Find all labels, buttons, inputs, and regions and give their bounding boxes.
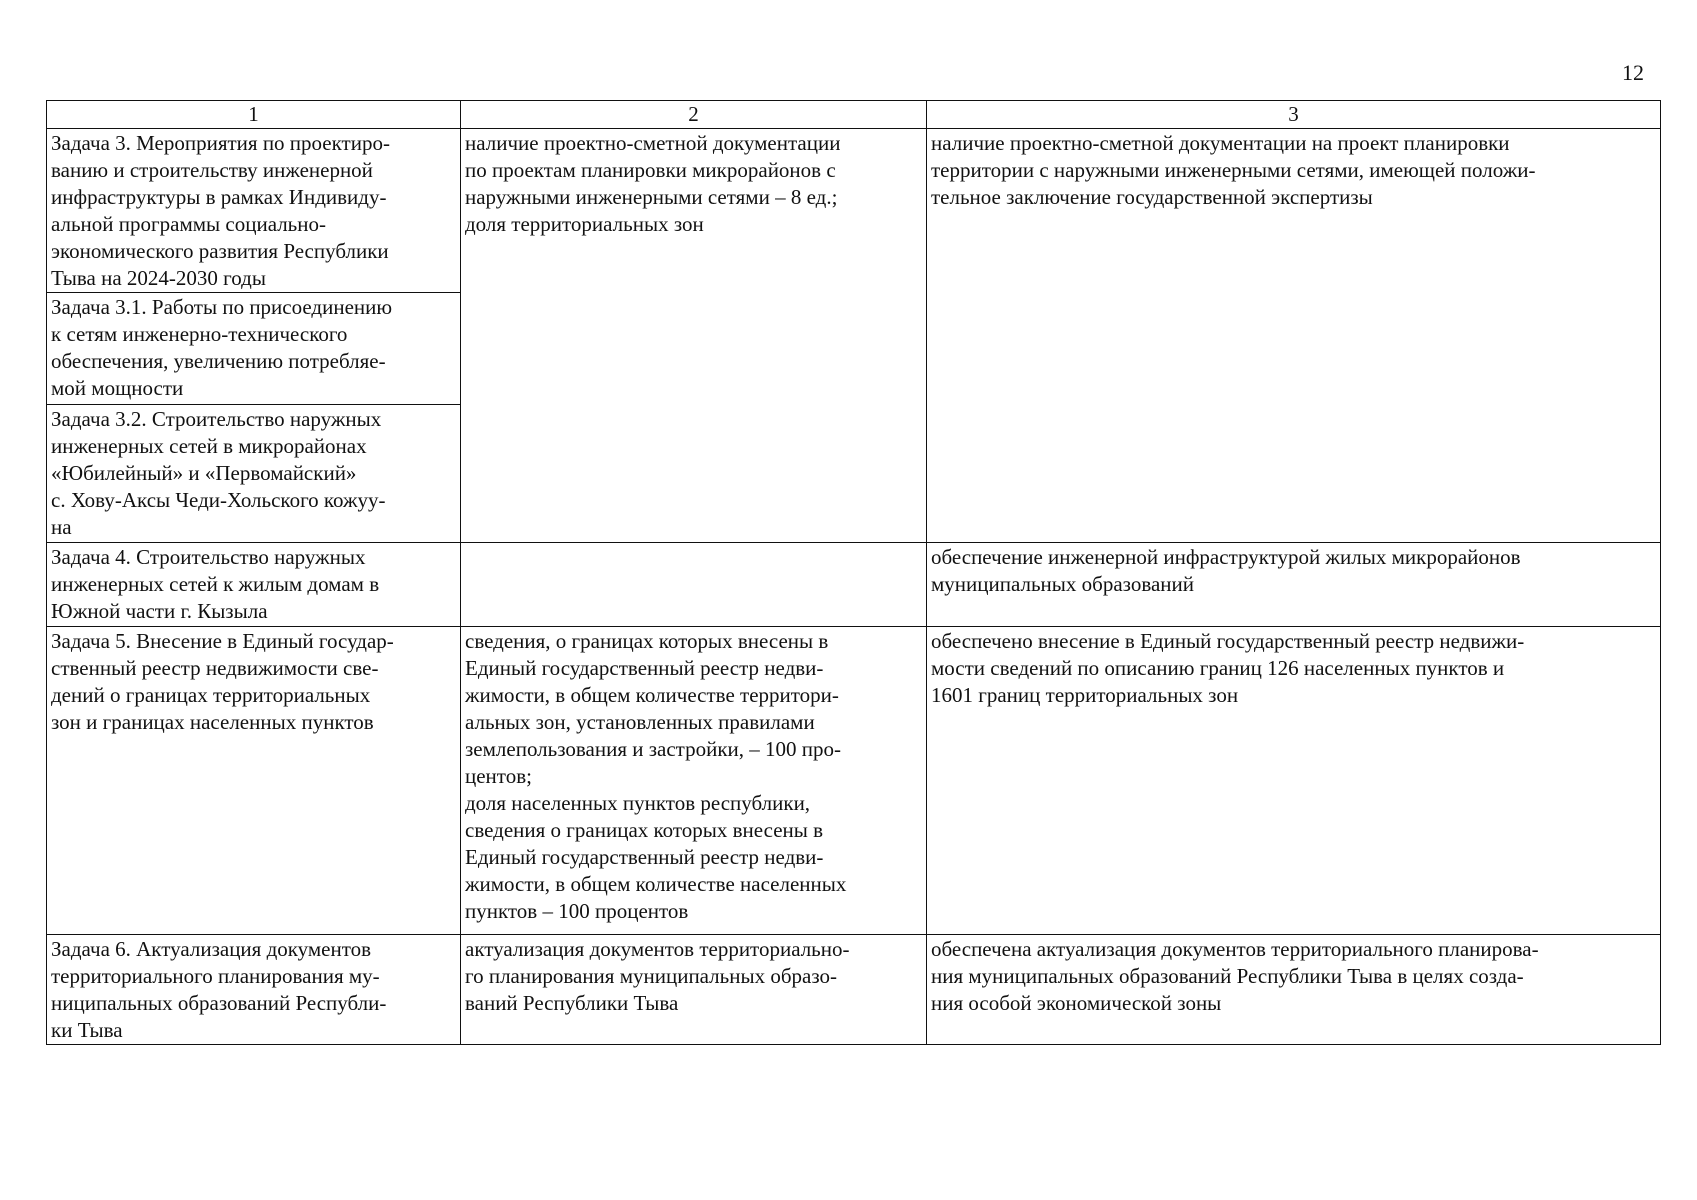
task3-2-cell [47, 405, 461, 543]
table-row-task6 [47, 935, 1661, 1045]
table-row-task4 [47, 543, 1661, 627]
task4-title: Задача 4. Строительство наружных инженерных сетей к жилым домам в Южной части г. Кызыла [51, 545, 380, 623]
task4-result-text: обеспечение инженерной инфраструктурой жилых микрорайонов муниципальных образований [931, 545, 1521, 596]
task3-result-text: наличие проектно-сметной документации на проект планировки территории с наружными инженерными сетями, имеющей положи- тельное заключение государственной экспертизы [931, 131, 1536, 209]
task5-result-cell [927, 627, 1661, 935]
task5-title: Задача 5. Внесение в Единый государ- ственный реестр недвижимости све- дений о границах территориальных зон и границах населенных пунктов [51, 629, 394, 734]
task3-1-title: Задача 3.1. Работы по присоединению к сетям инженерно-технического обеспечения, увеличению потребляе- мой мощности [51, 295, 393, 400]
task5-result-text: обеспечено внесение в Единый государственный реестр недвижи- мости сведений по описанию границ 126 населенных пунктов и 1601 границ территориальных зон [931, 629, 1525, 707]
task5-indicator-text: сведения, о границах которых внесены в Единый государственный реестр недви- жимости, в общем количестве территори- альных зон, установленных правилами землепользования и застройки, – 100 про- центов; доля населенных пунктов республики, сведения о границах которых внесены в Единый государственный реестр недви- жимости, в общем количестве населенных пунктов – 100 процентов [465, 629, 847, 923]
task4-indicator-cell [461, 543, 927, 627]
column-header-3: 3 [927, 101, 1661, 129]
task3-2-title: Задача 3.2. Строительство наружных инженерных сетей в микрорайонах «Юбилейный» и «Первомайский» с. Хову-Аксы Чеди-Хольского кожуу- на [51, 407, 386, 539]
task6-result-text: обеспечена актуализация документов территориального планирова- ния муниципальных образований Республики Тыва в целях созда- ния особой экономической зоны [931, 937, 1539, 1015]
task6-indicator-text: актуализация документов территориально- го планирования муниципальных образо- ваний Республики Тыва [465, 937, 850, 1015]
table-row-task5 [47, 627, 1661, 935]
task6-result-cell [927, 935, 1661, 1045]
task5-indicator-cell [461, 627, 927, 935]
task3-1-cell [47, 293, 461, 405]
task4-cell [47, 543, 461, 627]
column-header-2: 2 [461, 101, 927, 129]
task3-indicator-cell [461, 129, 927, 543]
task6-indicator-cell [461, 935, 927, 1045]
table-row-task3 [47, 129, 1661, 293]
task3-indicator-text: наличие проектно-сметной документации по проектам планировки микрорайонов с наружными инженерными сетями – 8 ед.; доля территориальных зон [465, 131, 841, 236]
task3-result-cell [927, 129, 1661, 543]
task6-title: Задача 6. Актуализация документов территориального планирования му- ниципальных образований Республи- ки Тыва [51, 937, 387, 1042]
task6-cell [47, 935, 461, 1045]
task4-result-cell [927, 543, 1661, 627]
task3-cell [47, 129, 461, 293]
table-header-row [47, 101, 1661, 129]
column-header-1: 1 [47, 101, 461, 129]
document-table [46, 100, 1661, 1045]
task3-title: Задача 3. Мероприятия по проектиро- ванию и строительству инженерной инфраструктуры в рамках Индивиду- альной программы социально- экономического развития Республики Тыва на 2024-2030 годы [51, 131, 390, 290]
task5-cell [47, 627, 461, 935]
page-number: 12 [1622, 60, 1644, 85]
